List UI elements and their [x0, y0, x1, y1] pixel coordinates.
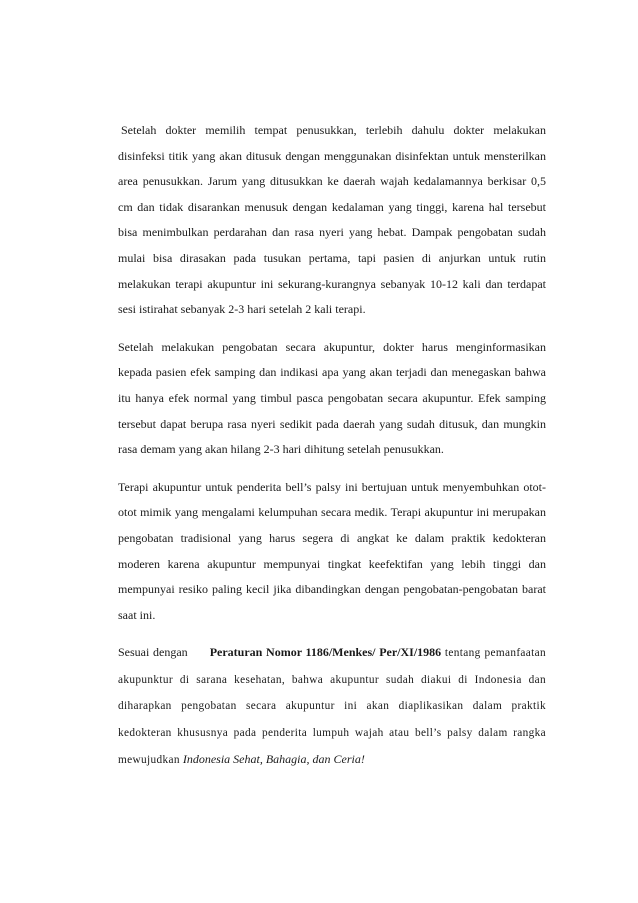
regulation-reference: Peraturan Nomor 1186/Menkes/ Per/XI/1986 [209, 645, 442, 660]
paragraph-side-effects: Setelah melakukan pengobatan secara akupuntur, dokter harus menginformasikan kepada pasien efek samping dan indikasi apa yang akan terjadi dan menegaskan bahwa itu hanya efek normal yang timbul pasca pengobatan secara akupuntur. Efek samping tersebut dapat berupa rasa nyeri sedikit pada daerah yang sudah ditusuk, dan mungkin rasa demam yang akan hilang 2-3 hari dihitung setelah penusukkan. [118, 339, 546, 457]
document-page [118, 118, 546, 773]
paragraph-regulation [118, 640, 546, 773]
paragraph-therapy-purpose: Terapi akupuntur untuk penderita bell’s palsy ini bertujuan untuk menyembuhkan otot-otot mimik yang mengalami kelumpuhan secara medik. Terapi akupuntur ini merupakan pengobatan tradisional yang harus segera di angkat ke dalam praktik kedokteran moderen karena akupuntur mempunyai tingkat keefektifan yang lebih tinggi dan mempunyai resiko paling kecil jika dibandingkan dengan pengobatan-pengobatan barat saat ini. [118, 479, 546, 622]
paragraph-acupuncture-procedure: Setelah dokter memilih tempat penusukkan, terlebih dahulu dokter melakukan disinfeksi titik yang akan ditusuk dengan menggunakan disinfektan untuk mensterilkan area penusukkan. Jarum yang ditusukkan ke daerah wajah kedalamannya berkisar 0,5 cm dan tidak disarankan menusuk dengan kedalaman yang tinggi, karena hal tersebut bisa menimbulkan perdarahan dan rasa nyeri yang hebat. Dampak pengobatan sudah mulai bisa dirasakan pada tusukan pertama, tapi pasien di anjurkan untuk rutin melakukan terapi akupuntur ini sekurang-kurangnya sebanyak 10-12 kali dan terdapat sesi istirahat sebanyak 2-3 hari setelah 2 kali terapi. [118, 123, 546, 317]
regulation-lead: Sesuai dengan [118, 645, 188, 660]
regulation-body: tentang pemanfaatan akupunktur di sarana kesehatan, bahwa akupuntur sudah diakui di Indonesia dan diharapkan pengobatan secara akupuntur ini akan diaplikasikan dalam praktik kedokteran khususnya pada penderita lumpuh wajah atau bell’s palsy dalam rangka mewujudkan [118, 647, 547, 766]
regulation-slogan: Indonesia Sehat, Bahagia, dan Ceria! [182, 751, 365, 766]
